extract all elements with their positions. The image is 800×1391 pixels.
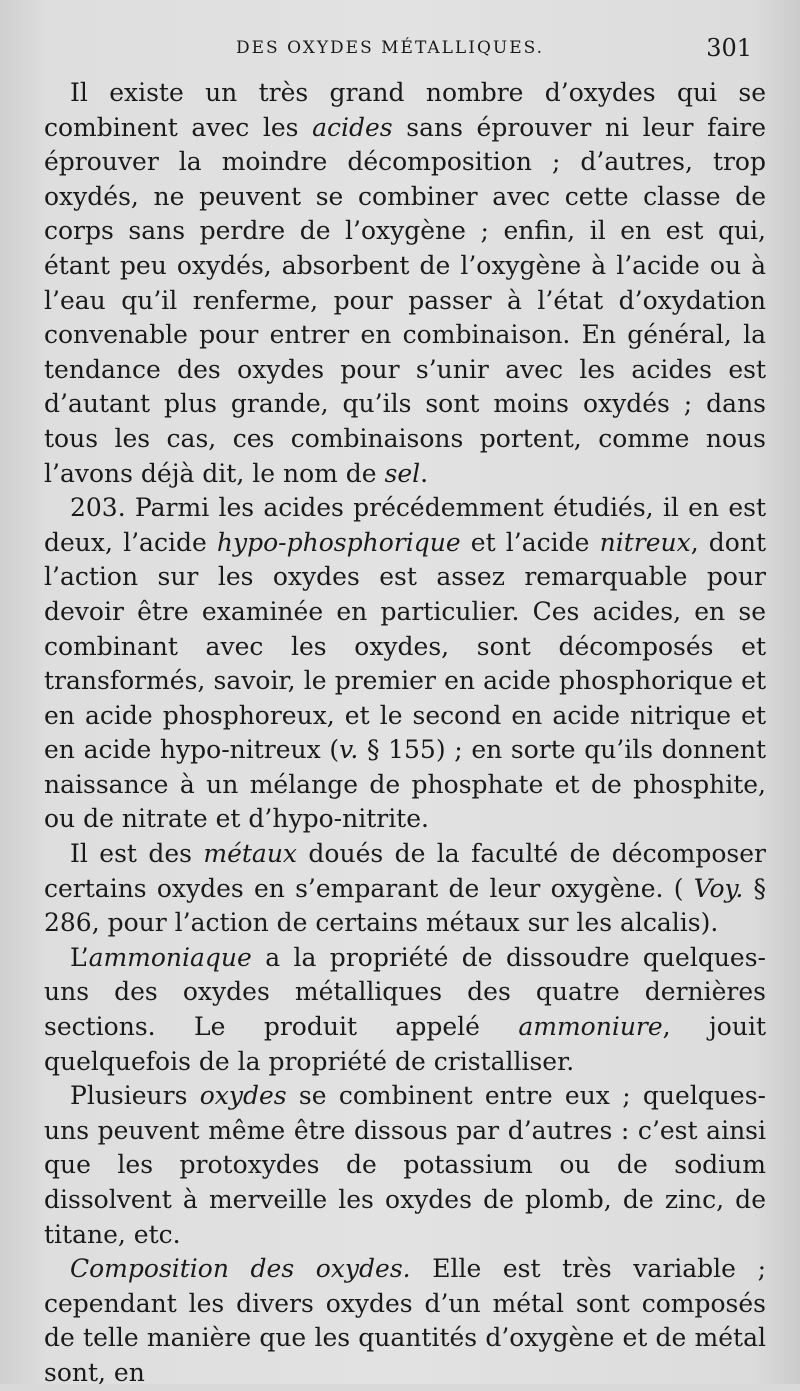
italic-term: nitreux xyxy=(599,527,691,557)
italic-term: Voy. xyxy=(693,873,744,903)
text-run: Il est des xyxy=(70,839,204,869)
page-number: 301 xyxy=(706,34,752,62)
text-run: Elle est très variable ; cependant les divers oxydes d’un métal sont composés de telle manière que les quantités d’oxygène et de métal sont, en xyxy=(44,1254,766,1387)
paragraph-combined-oxides xyxy=(44,1079,766,1252)
paragraph-ammonia xyxy=(44,941,766,1079)
italic-term: hypo-phosphorique xyxy=(216,527,461,557)
italic-term: ammoniaque xyxy=(88,942,252,972)
running-title: DES OXYDES MÉTALLIQUES. xyxy=(236,38,545,58)
page-body xyxy=(44,76,766,1391)
text-run: et l’acide xyxy=(460,527,600,557)
text-run: , dont l’action sur les oxydes est assez remarquable pour devoir être examinée en particulier. Ces acides, en se combinant avec les oxydes, sont décomposés et transformés, savoir, le premier en acide phosphorique et en acide phosphoreux, et le second en acide nitrique et en acide hypo-nitreux ( xyxy=(44,527,766,765)
italic-term: v. xyxy=(339,735,359,765)
italic-term: métaux xyxy=(203,839,298,869)
paragraph-metals xyxy=(44,837,766,941)
text-run: . xyxy=(420,458,429,488)
page-header xyxy=(48,34,760,64)
text-run: § 286, pour l’action de certains métaux sur les alcalis). xyxy=(44,873,766,938)
text-run: sans éprouver ni leur faire éprouver la moindre décomposition ; d’autres, trop oxydés, ne peuvent se combiner avec cette classe de corps sans perdre de l’oxygène ; enfin, il en est qui, étant peu oxydés, absorbent de l’oxygène à l’acide ou à l’eau qu’il renferme, pour passer à l’état d’oxydation convenable pour entrer en combinaison. En général, la tendance des oxydes pour s’unir avec les acides est d’autant plus grande, qu’ils sont moins oxydés ; dans tous les cas, ces combinaisons portent, comme nous l’avons déjà dit, le nom de xyxy=(44,112,766,488)
paragraph-composition xyxy=(44,1252,766,1390)
text-run: doués de la faculté de décomposer certains oxydes en s’emparant de leur oxygène. ( xyxy=(44,839,766,903)
text-run: Plusieurs xyxy=(70,1081,200,1111)
text-run: a la propriété de dissoudre quelques-uns des oxydes métalliques des quatre dernières sections. Le produit appelé xyxy=(44,942,766,1042)
paragraph-203 xyxy=(44,491,766,837)
italic-term: Composition des oxydes. xyxy=(70,1254,411,1284)
text-run: L’ xyxy=(70,942,89,972)
text-run: , jouit quelquefois de la propriété de cristalliser. xyxy=(44,1012,766,1076)
italic-term: sel xyxy=(384,458,421,488)
text-run: se combinent entre eux ; quelques-uns peuvent même être dissous par d’autres : c’est ainsi que les protoxydes de potassium ou de sodium dissolvent à merveille les oxydes de plomb, de zinc, de titane, etc. xyxy=(44,1081,766,1249)
text-run: 203. Parmi les acides précédemment étudiés, il en est deux, l’acide xyxy=(44,493,766,557)
text-run: § 155) ; en sorte qu’ils donnent naissance à un mélange de phosphate et de phosphite, ou de nitrate et d’hypo-nitrite. xyxy=(44,735,766,834)
paragraph-oxides-and-acids xyxy=(44,76,766,491)
italic-term: oxydes xyxy=(199,1081,287,1111)
italic-term: ammoniure xyxy=(518,1012,663,1042)
text-run: Il existe un très grand nombre d’oxydes qui se combinent avec les xyxy=(44,78,766,142)
italic-term: acides xyxy=(312,112,393,142)
